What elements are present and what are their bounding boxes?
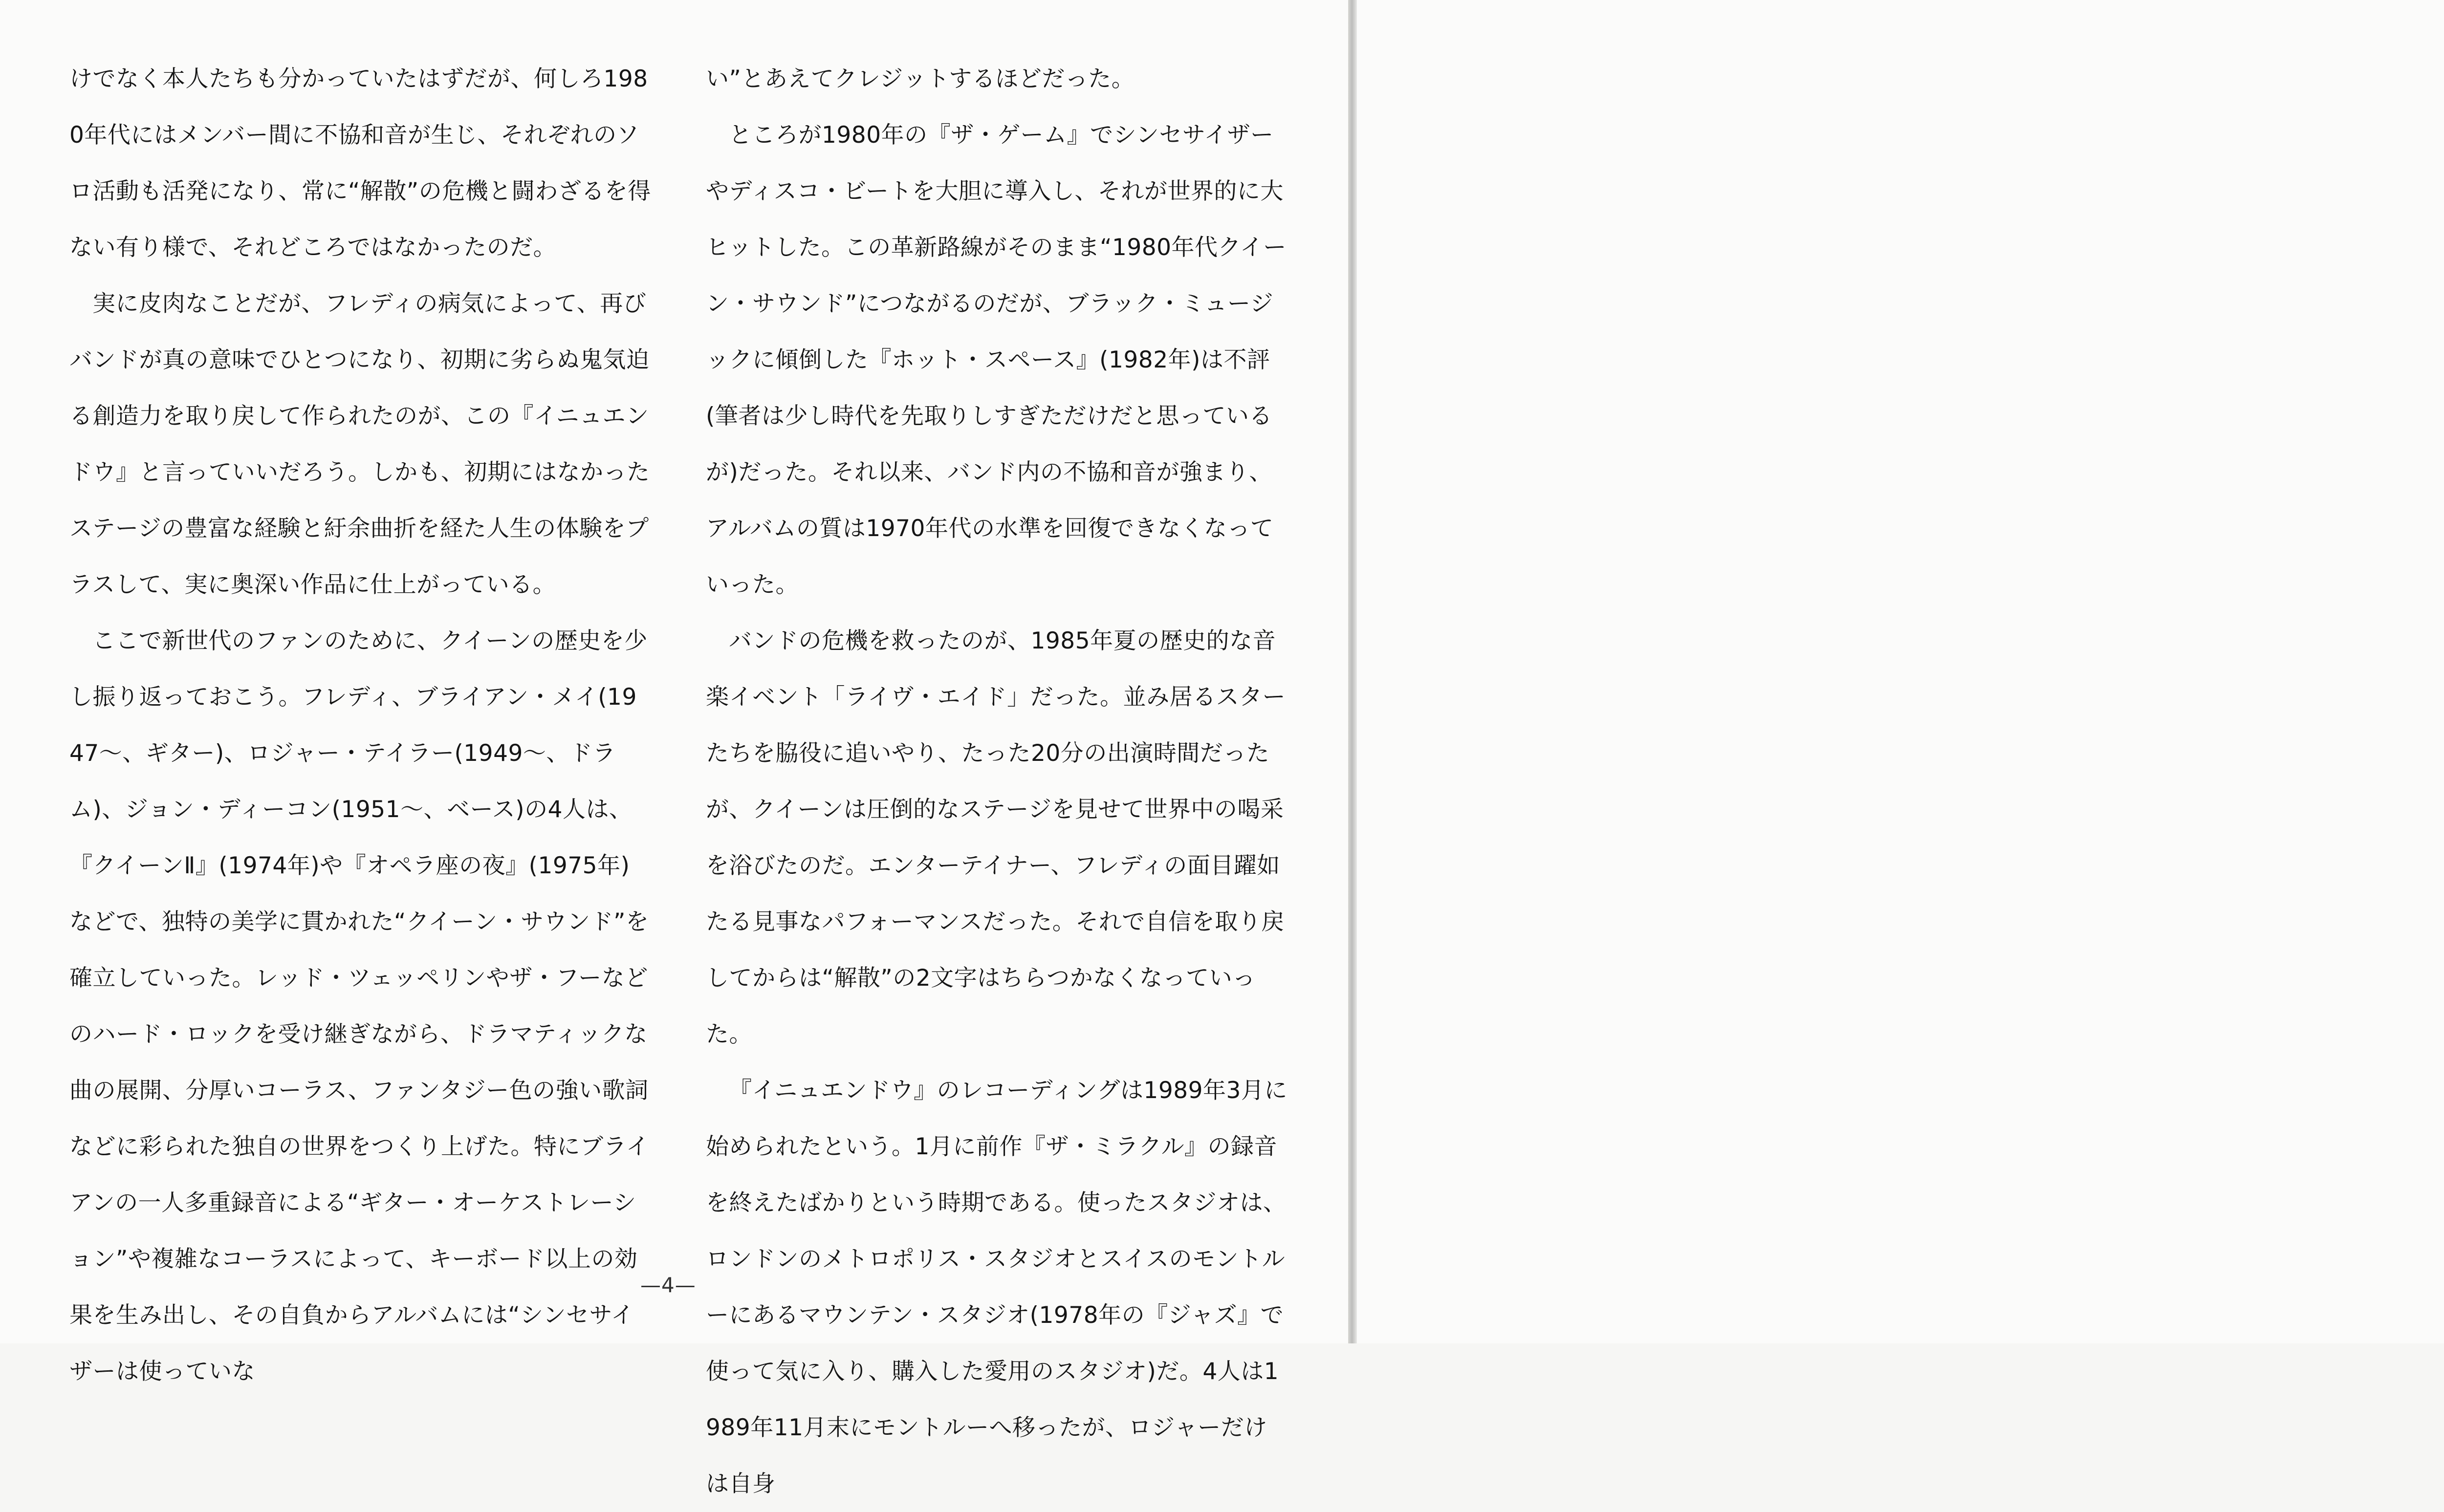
right-page	[1357, 0, 2444, 1343]
left-col2-paragraph-1: い”とあえてクレジットするほどだった。	[706, 65, 1135, 92]
left-page-column-1	[69, 51, 651, 1385]
page-gutter	[1348, 0, 1357, 1343]
left-col2-paragraph-3: バンドの危機を救ったのが、1985年夏の歴史的な音楽イベント「ライヴ・エイド」だった。並み居るスターたちを脇役に追いやり、たった20分の出演時間だったが、クイーンは圧倒的なステージを見せて世界中の喝采を浴びたのだ。エンターテイナー、フレディの面目躍如たる見事なパフォーマンスだった。それで自信を取り戻してからは“解散”の2文字はちらつかなくなっていった。	[706, 627, 1286, 1048]
left-col1-paragraph-3: ここで新世代のファンのために、クイーンの歴史を少し振り返っておこう。フレディ、ブライアン・メイ(1947〜、ギター)、ロジャー・テイラー(1949〜、ドラム)、ジョン・ディーコン(1951〜、ベース)の4人は、『クイーンⅡ』(1974年)や『オペラ座の夜』(1975年)などで、独特の美学に貫かれた“クイーン・サウンド”を確立していった。レッド・ツェッペリンやザ・フーなどのハード・ロックを受け継ぎながら、ドラマティックな曲の展開、分厚いコーラス、ファンタジー色の強い歌詞などに彩られた独自の世界をつくり上げた。特にブライアンの一人多重録音による“ギター・オーケストレーション”や複雑なコーラスによって、キーボード以上の効果を生み出し、その自負からアルバムには“シンセサイザーは使っていな	[69, 627, 650, 1385]
page-number-4: —4—	[640, 1273, 696, 1297]
left-col2-paragraph-2: ところが1980年の『ザ・ゲーム』でシンセサイザーやディスコ・ビートを大胆に導入し、それが世界的に大ヒットした。この革新路線がそのまま“1980年代クイーン・サウンド”につながるのだが、ブラック・ミュージックに傾倒した『ホット・スペース』(1982年)は不評(筆者は少し時代を先取りしすぎただけだと思っているが)だった。それ以来、バンド内の不協和音が強まり、アルバムの質は1970年代の水準を回復できなくなっていった。	[706, 122, 1287, 598]
left-page-column-2	[706, 51, 1287, 1497]
left-col1-paragraph-1: けでなく本人たちも分かっていたはずだが、何しろ1980年代にはメンバー間に不協和音が生じ、それぞれのソロ活動も活発になり、常に“解散”の危機と闘わざるを得ない有り様で、それどころではなかったのだ。	[69, 65, 651, 261]
left-col1-paragraph-2: 実に皮肉なことだが、フレディの病気によって、再びバンドが真の意味でひとつになり、初期に劣らぬ鬼気迫る創造力を取り戻して作られたのが、この『イニュエンドウ』と言っていいだろう。しかも、初期にはなかったステージの豊富な経験と紆余曲折を経た人生の体験をプラスして、実に奥深い作品に仕上がっている。	[69, 290, 650, 598]
left-col2-paragraph-4: 『イニュエンドウ』のレコーディングは1989年3月に始められたという。1月に前作『ザ・ミラクル』の録音を終えたばかりという時期である。使ったスタジオは、ロンドンのメトロポリス・スタジオとスイスのモントルーにあるマウンテン・スタジオ(1978年の『ジャズ』で使って気に入り、購入した愛用のスタジオ)だ。4人は1989年11月末にモントルーへ移ったが、ロジャーだけは自身	[706, 1077, 1287, 1497]
